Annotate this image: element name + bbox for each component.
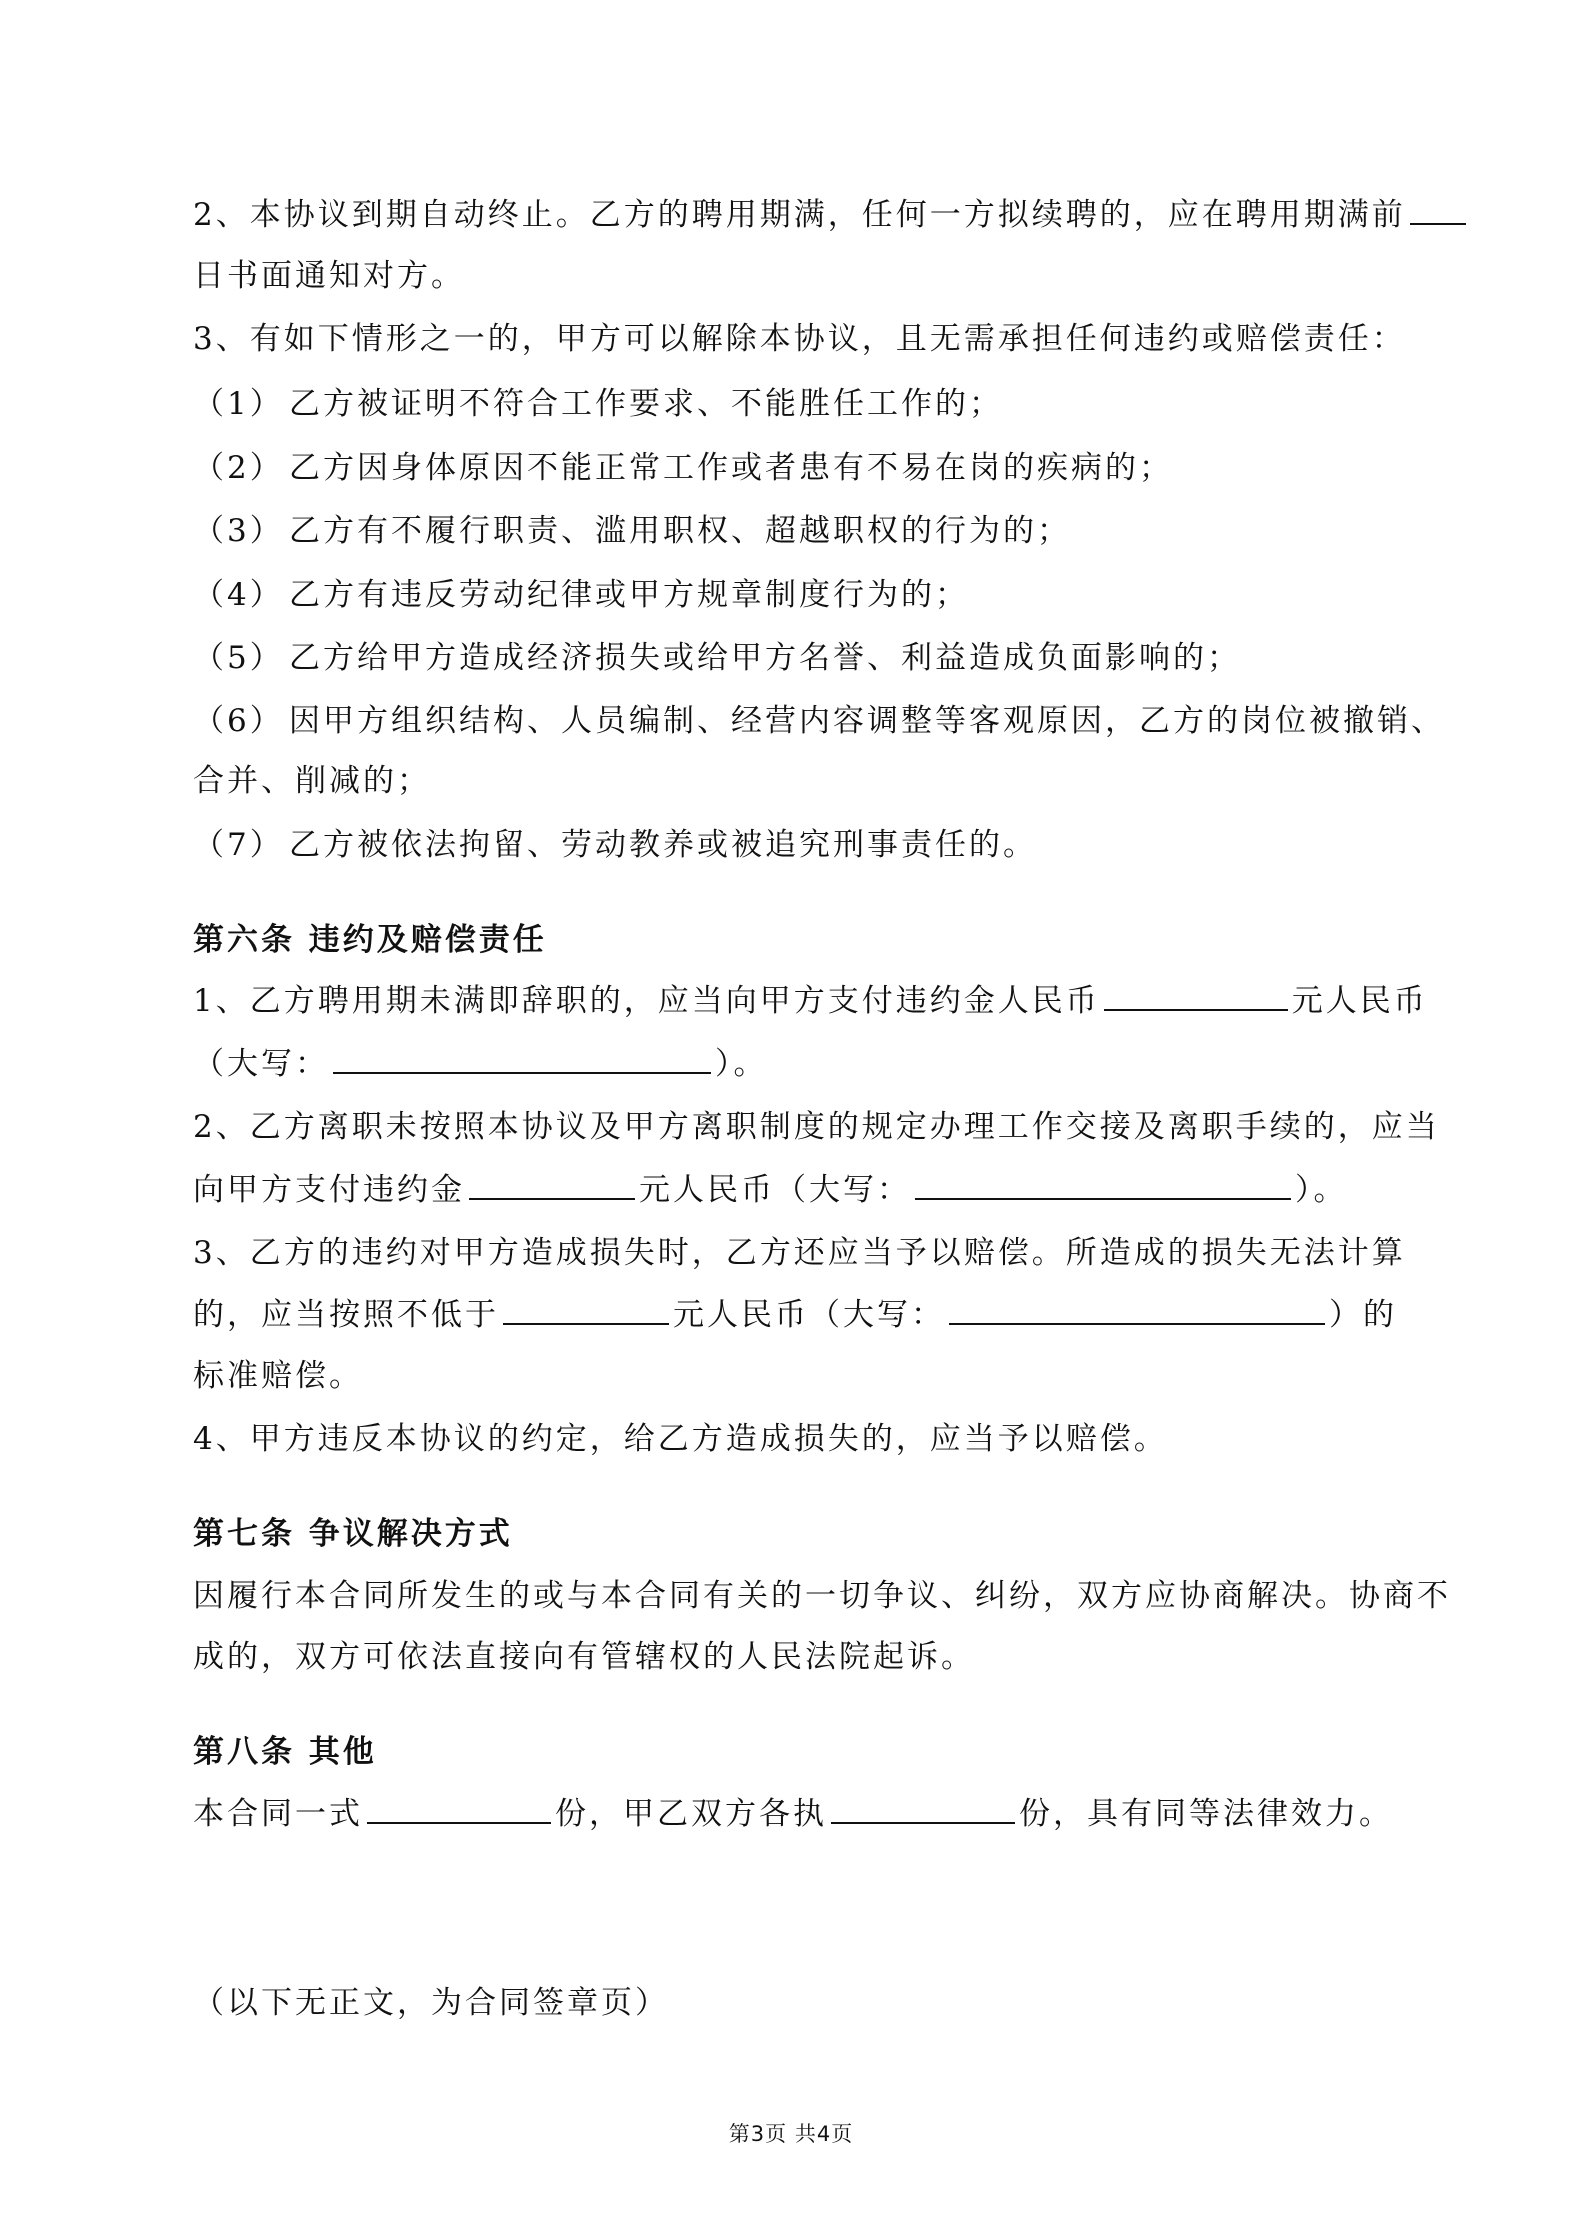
clause-text: 1、乙方聘用期未满即辞职的，应当向甲方支付违约金人民币 (193, 983, 1100, 1019)
clause-text: 元人民币 (1291, 983, 1428, 1019)
list-item-number: （7） (193, 827, 284, 863)
amount-blank (469, 1172, 635, 1200)
list-item-6-continued: 合并、削减的； (193, 763, 431, 799)
clause-text: 元人民币（大写： (639, 1172, 911, 1208)
clause-text: （大写： (193, 1046, 329, 1082)
list-item-number: （6） (193, 703, 284, 739)
list-item-number: （3） (193, 513, 284, 549)
amount-blank (1104, 983, 1288, 1011)
section-6-heading: 第六条 违约及赔偿责任 (193, 922, 547, 958)
list-item-text: 乙方有违反劳动纪律或甲方规章制度行为的； (289, 577, 969, 613)
amount-words-blank (333, 1046, 711, 1074)
list-item-4 (193, 575, 969, 615)
blank-field (1410, 197, 1466, 225)
list-item-1 (193, 384, 1003, 424)
copies-blank (367, 1796, 551, 1824)
clause-text: ）。 (715, 1046, 768, 1082)
clause-5-3: 3、有如下情形之一的，甲方可以解除本协议，且无需承担任何违约或赔偿责任： (193, 321, 1406, 357)
clause-text: 元人民币（大写： (673, 1297, 945, 1333)
clause-6-1-line1 (193, 981, 1428, 1021)
list-item-5 (193, 638, 1241, 678)
clause-8-line1 (193, 1794, 1393, 1834)
clause-text: 向甲方支付违约金 (193, 1172, 465, 1208)
amount-blank (503, 1297, 669, 1325)
list-item-2 (193, 448, 1173, 488)
list-item-number: （2） (193, 450, 284, 486)
clause-5-2-line1 (193, 195, 1470, 235)
clause-text: ）。 (1295, 1172, 1348, 1208)
list-item-text: 乙方因身体原因不能正常工作或者患有不易在岗的疾病的； (289, 450, 1173, 486)
list-item-7 (193, 825, 1037, 865)
list-item-text: 乙方被依法拘留、劳动教养或被追究刑事责任的。 (289, 827, 1037, 863)
list-item-number: （4） (193, 577, 284, 613)
clause-text: 份，具有同等法律效力。 (1019, 1796, 1393, 1832)
list-item-6 (193, 701, 1445, 741)
list-item-text: 因甲方组织结构、人员编制、经营内容调整等客观原因，乙方的岗位被撤销、 (289, 703, 1445, 739)
clause-6-2-line1: 2、乙方离职未按照本协议及甲方离职制度的规定办理工作交接及离职手续的，应当 (193, 1109, 1440, 1145)
amount-words-blank (949, 1297, 1325, 1325)
clause-6-3-line3: 标准赔偿。 (193, 1358, 363, 1394)
amount-words-blank (915, 1172, 1291, 1200)
end-note: （以下无正文，为合同签章页） (193, 1985, 669, 2021)
copies-each-blank (831, 1796, 1015, 1824)
clause-text: 2、本协议到期自动终止。乙方的聘用期满，任何一方拟续聘的，应在聘用期满前 (193, 197, 1406, 233)
clause-6-1-line2 (193, 1044, 768, 1084)
clause-7-line1: 因履行本合同所发生的或与本合同有关的一切争议、纠纷，双方应协商解决。协商不 (193, 1578, 1451, 1614)
clause-6-2-line2 (193, 1170, 1348, 1210)
clause-text: ）的 (1329, 1297, 1397, 1333)
page-footer: 第3页 共4页 (728, 2122, 854, 2146)
list-item-3 (193, 511, 1071, 551)
list-item-number: （5） (193, 640, 284, 676)
clause-7-line2: 成的，双方可依法直接向有管辖权的人民法院起诉。 (193, 1639, 975, 1675)
section-7-heading: 第七条 争议解决方式 (193, 1516, 513, 1552)
list-item-number: （1） (193, 386, 284, 422)
list-item-text: 乙方有不履行职责、滥用职权、超越职权的行为的； (289, 513, 1071, 549)
clause-text: 本合同一式 (193, 1796, 363, 1832)
clause-6-3-line2 (193, 1295, 1397, 1335)
list-item-text: 乙方被证明不符合工作要求、不能胜任工作的； (289, 386, 1003, 422)
list-item-text: 乙方给甲方造成经济损失或给甲方名誉、利益造成负面影响的； (289, 640, 1241, 676)
clause-text: 的，应当按照不低于 (193, 1297, 499, 1333)
clause-5-2-line2: 日书面通知对方。 (193, 258, 465, 294)
clause-6-3-line1: 3、乙方的违约对甲方造成损失时，乙方还应当予以赔偿。所造成的损失无法计算 (193, 1235, 1406, 1271)
clause-text: 份，甲乙双方各执 (555, 1796, 827, 1832)
clause-6-4: 4、甲方违反本协议的约定，给乙方造成损失的，应当予以赔偿。 (193, 1421, 1168, 1457)
section-8-heading: 第八条 其他 (193, 1734, 377, 1770)
